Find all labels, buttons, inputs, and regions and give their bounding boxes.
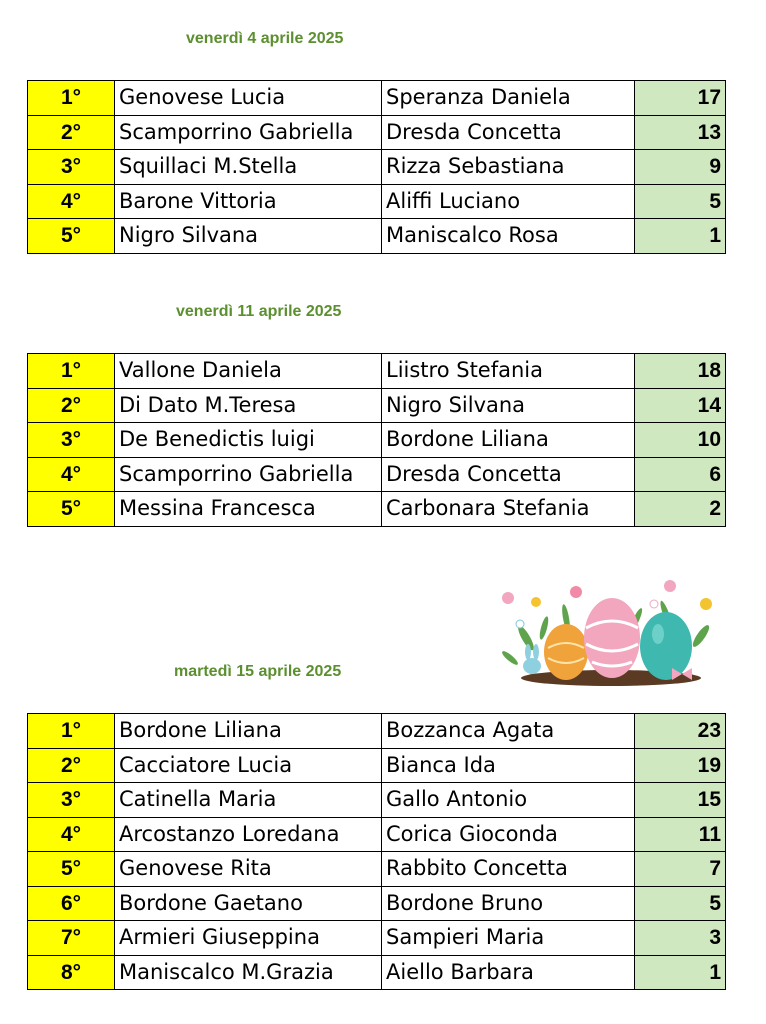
score-cell: 9 [635,150,726,185]
player2-cell: Bordone Liliana [382,423,635,458]
ranking-table [27,80,726,254]
table-row [28,817,726,852]
table-row [28,492,726,527]
position-cell: 3° [28,150,115,185]
position-cell: 4° [28,457,115,492]
score-cell: 10 [635,423,726,458]
player1-cell: Genovese Lucia [115,81,382,116]
table-row [28,852,726,887]
score-cell: 14 [635,388,726,423]
player1-cell: Cacciatore Lucia [115,748,382,783]
position-cell: 8° [28,955,115,990]
player1-cell: Arcostanzo Loredana [115,817,382,852]
table-row [28,150,726,185]
player2-cell: Sampieri Maria [382,921,635,956]
position-cell: 5° [28,852,115,887]
player1-cell: Squillaci M.Stella [115,150,382,185]
player1-cell: Bordone Gaetano [115,886,382,921]
score-cell: 23 [635,714,726,749]
player1-cell: Scamporrino Gabriella [115,457,382,492]
easter-eggs-icon [496,578,722,690]
position-cell: 2° [28,388,115,423]
position-cell: 1° [28,354,115,389]
table-row [28,886,726,921]
table-row [28,714,726,749]
position-cell: 5° [28,492,115,527]
table-row [28,921,726,956]
player2-cell: Bozzanca Agata [382,714,635,749]
player1-cell: Barone Vittoria [115,184,382,219]
player1-cell: Vallone Daniela [115,354,382,389]
player2-cell: Gallo Antonio [382,783,635,818]
section-date-heading: venerdì 4 aprile 2025 [186,30,344,47]
score-cell: 11 [635,817,726,852]
player2-cell: Dresda Concetta [382,115,635,150]
position-cell: 4° [28,184,115,219]
score-cell: 2 [635,492,726,527]
player2-cell: Rizza Sebastiana [382,150,635,185]
table-row [28,423,726,458]
player1-cell: Catinella Maria [115,783,382,818]
position-cell: 3° [28,783,115,818]
player2-cell: Maniscalco Rosa [382,219,635,254]
score-cell: 18 [635,354,726,389]
player2-cell: Rabbito Concetta [382,852,635,887]
score-cell: 1 [635,955,726,990]
table-row [28,354,726,389]
score-cell: 5 [635,886,726,921]
position-cell: 6° [28,886,115,921]
position-cell: 1° [28,81,115,116]
score-cell: 13 [635,115,726,150]
ranking-table [27,353,726,527]
table-row [28,81,726,116]
score-cell: 19 [635,748,726,783]
score-cell: 15 [635,783,726,818]
position-cell: 5° [28,219,115,254]
table-row [28,457,726,492]
section-date-heading: martedì 15 aprile 2025 [174,663,342,680]
position-cell: 2° [28,748,115,783]
table-row [28,783,726,818]
player2-cell: Nigro Silvana [382,388,635,423]
table-row [28,955,726,990]
player2-cell: Liistro Stefania [382,354,635,389]
player1-cell: Bordone Liliana [115,714,382,749]
player1-cell: Maniscalco M.Grazia [115,955,382,990]
table-row [28,219,726,254]
player1-cell: Armieri Giuseppina [115,921,382,956]
table-row [28,184,726,219]
player1-cell: De Benedictis luigi [115,423,382,458]
position-cell: 2° [28,115,115,150]
score-cell: 6 [635,457,726,492]
position-cell: 3° [28,423,115,458]
player1-cell: Genovese Rita [115,852,382,887]
player2-cell: Aiello Barbara [382,955,635,990]
player1-cell: Messina Francesca [115,492,382,527]
player1-cell: Nigro Silvana [115,219,382,254]
position-cell: 4° [28,817,115,852]
table-row [28,115,726,150]
score-cell: 1 [635,219,726,254]
player1-cell: Di Dato M.Teresa [115,388,382,423]
player2-cell: Carbonara Stefania [382,492,635,527]
player2-cell: Bianca Ida [382,748,635,783]
player2-cell: Speranza Daniela [382,81,635,116]
player2-cell: Aliffi Luciano [382,184,635,219]
ranking-table [27,713,726,990]
player2-cell: Corica Gioconda [382,817,635,852]
player2-cell: Dresda Concetta [382,457,635,492]
score-cell: 7 [635,852,726,887]
score-cell: 17 [635,81,726,116]
player1-cell: Scamporrino Gabriella [115,115,382,150]
position-cell: 1° [28,714,115,749]
score-cell: 5 [635,184,726,219]
table-row [28,748,726,783]
table-row [28,388,726,423]
section-date-heading: venerdì 11 aprile 2025 [176,303,342,320]
position-cell: 7° [28,921,115,956]
score-cell: 3 [635,921,726,956]
player2-cell: Bordone Bruno [382,886,635,921]
